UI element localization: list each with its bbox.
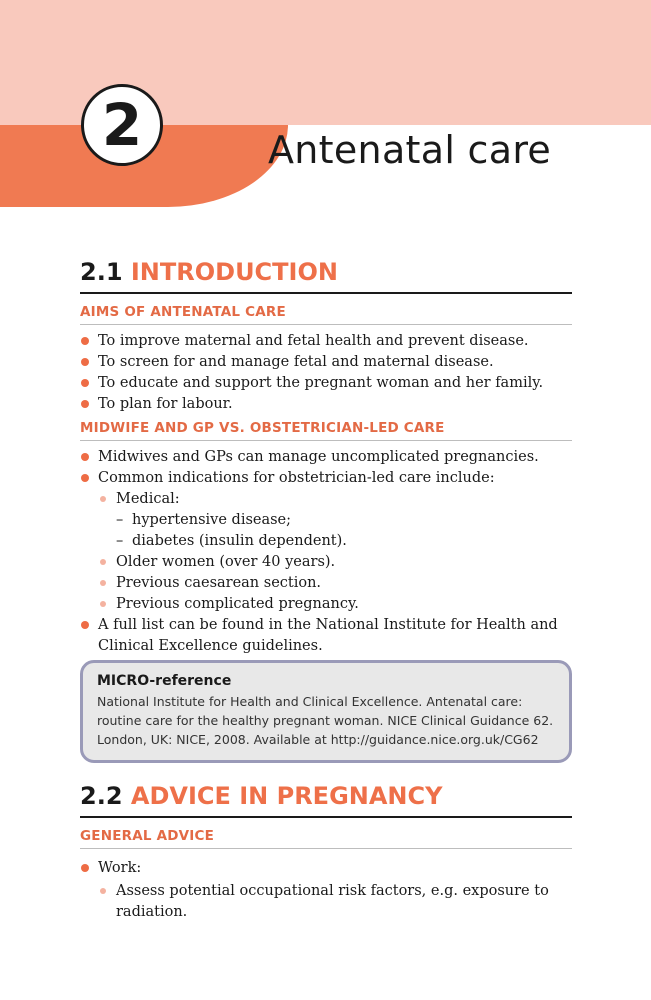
list-item-text: Older women (over 40 years). [116, 554, 336, 570]
list-item [116, 510, 572, 531]
subheading-aims: AIMS OF ANTENATAL CARE [80, 304, 572, 325]
section-title: INTRODUCTION [130, 258, 338, 286]
list-item-text: To educate and support the pregnant woman and her family. [98, 375, 544, 391]
indications-list [98, 489, 572, 615]
subheading-midwife: MIDWIFE AND GP VS. OBSTETRICIAN-LED CARE [80, 420, 572, 441]
chapter-title: Antenatal care [268, 128, 552, 172]
midwife-list [80, 447, 572, 657]
midwife-block [80, 420, 572, 657]
general-list [80, 858, 572, 923]
list-item [98, 881, 572, 923]
list-item [80, 373, 572, 394]
section-title: ADVICE IN PREGNANCY [130, 782, 443, 810]
dash-icon: – [116, 533, 124, 549]
section-introduction [80, 258, 572, 294]
list-item-text: Previous caesarean section. [116, 575, 322, 591]
list-item [116, 531, 572, 552]
list-item [80, 447, 572, 468]
micro-reference-box [80, 660, 572, 763]
list-item-text: Common indications for obstetrician-led care include: [98, 470, 495, 486]
subheading-general: GENERAL ADVICE [80, 828, 572, 849]
medical-list [116, 510, 572, 552]
list-item [80, 468, 572, 615]
bullet-icon [81, 379, 89, 387]
list-item [98, 573, 572, 594]
bullet-icon [81, 621, 89, 629]
section-advice [80, 782, 572, 818]
list-item-text: Assess potential occupational risk factors, e.g. exposure to radiation. [116, 883, 549, 920]
list-item-text: A full list can be found in the National Institute for Health and Clinical Excellence guidelines. [98, 617, 558, 654]
list-item-text: hypertensive disease; [132, 512, 292, 528]
section-number: 2.1 [80, 258, 123, 286]
sub-bullet-icon [100, 888, 106, 894]
bullet-icon [81, 358, 89, 366]
list-item-text: diabetes (insulin dependent). [132, 533, 347, 549]
sub-bullet-icon [100, 559, 106, 565]
bullet-icon [81, 474, 89, 482]
sub-bullet-icon [100, 580, 106, 586]
aims-list [80, 331, 572, 415]
list-item [98, 489, 572, 552]
section-heading [80, 258, 572, 294]
bullet-icon [81, 337, 89, 345]
list-item [80, 858, 572, 923]
work-list [98, 881, 572, 923]
list-item [98, 594, 572, 615]
sub-bullet-icon [100, 601, 106, 607]
chapter-number: 2 [81, 84, 163, 166]
list-item [80, 352, 572, 373]
general-advice-block [80, 828, 572, 923]
bullet-icon [81, 400, 89, 408]
list-item-text: Medical: [116, 491, 180, 507]
micro-reference-text: National Institute for Health and Clinical Excellence. Antenatal care: routine care for the healthy pregnant woman. NICE Clinical Guidance 62. London, UK: NICE, 2008. Available at http://guidance.nice.org.uk/CG62 [97, 694, 554, 747]
list-item [80, 394, 572, 415]
sub-bullet-icon [100, 496, 106, 502]
list-item [80, 615, 572, 657]
aims-block [80, 304, 572, 415]
list-item-text: To improve maternal and fetal health and prevent disease. [98, 333, 529, 349]
list-item-text: Midwives and GPs can manage uncomplicated pregnancies. [98, 449, 539, 465]
list-item-text: Previous complicated pregnancy. [116, 596, 359, 612]
section-number: 2.2 [80, 782, 123, 810]
micro-reference-title: MICRO-reference [97, 673, 232, 689]
dash-icon: – [116, 512, 124, 528]
bullet-icon [81, 453, 89, 461]
list-item-text: Work: [98, 860, 142, 876]
list-item [98, 552, 572, 573]
list-item [80, 331, 572, 352]
list-item-text: To screen for and manage fetal and maternal disease. [98, 354, 494, 370]
section-heading [80, 782, 572, 818]
bullet-icon [81, 864, 89, 872]
list-item-text: To plan for labour. [98, 396, 233, 412]
